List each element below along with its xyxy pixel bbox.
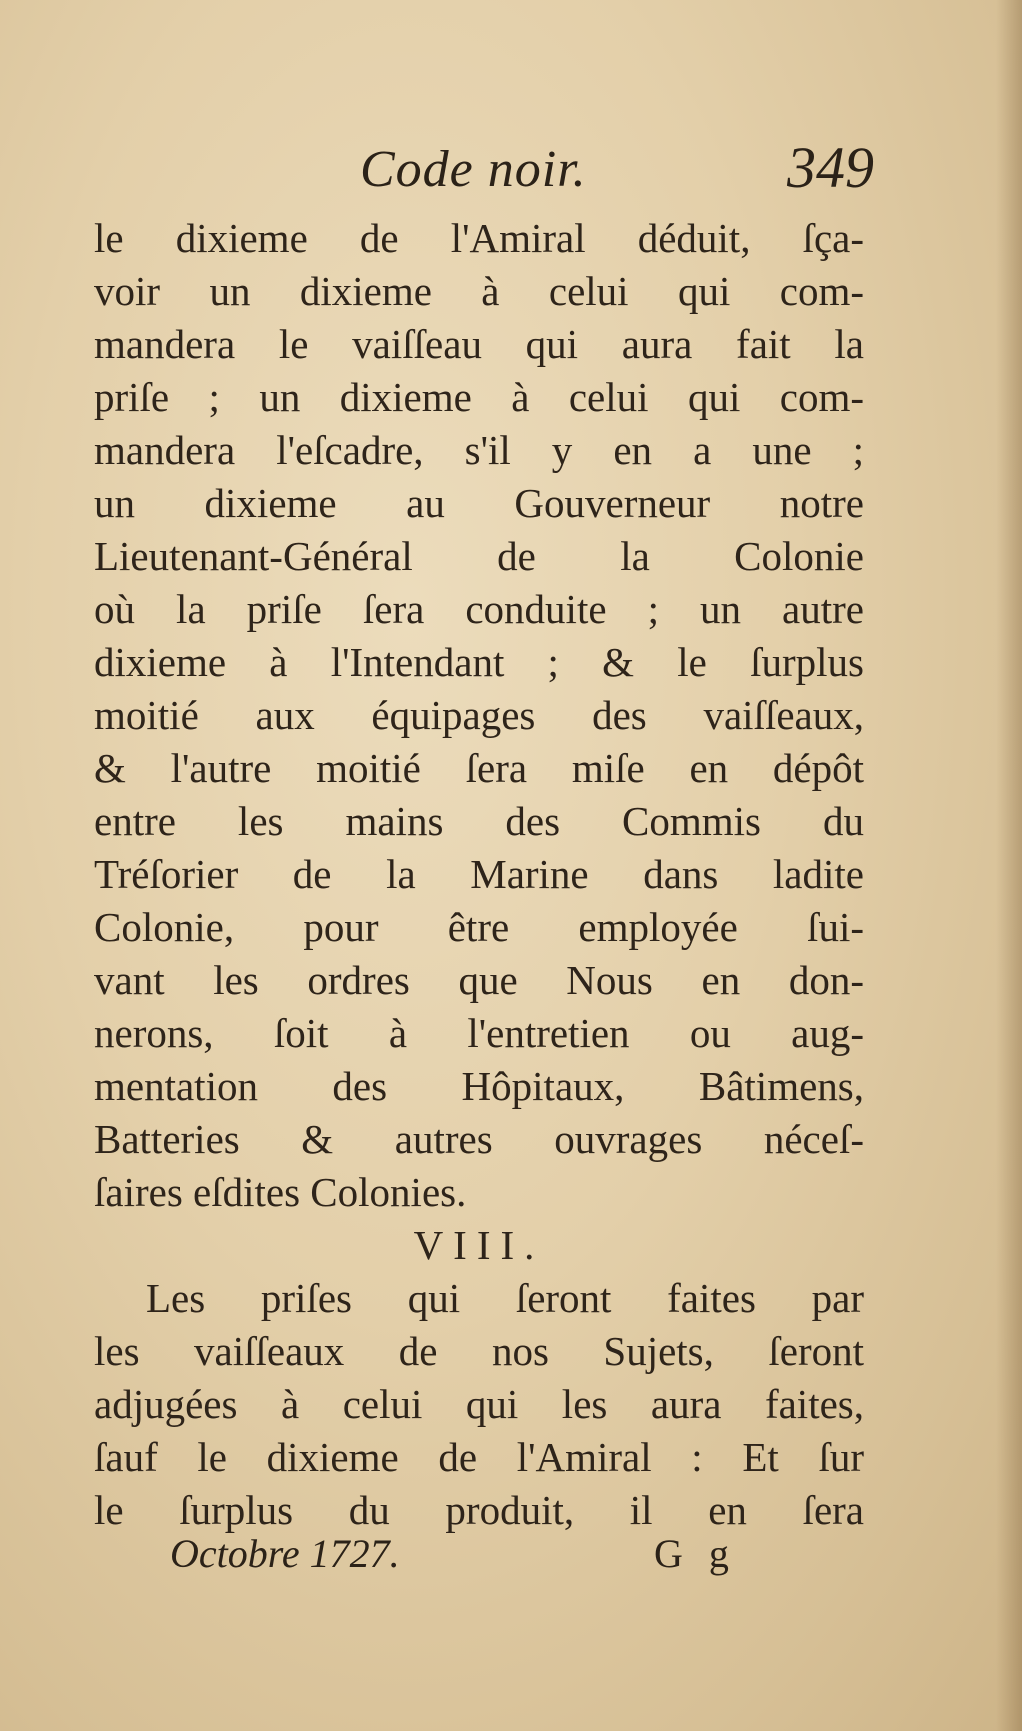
text-line: Colonie, pour être employée ſui- bbox=[94, 904, 864, 950]
section-heading: VIII. bbox=[413, 1222, 545, 1268]
text-line: ſaires eſdites Colonies. bbox=[94, 1169, 467, 1215]
text-line: mentation des Hôpitaux, Bâtimens, bbox=[94, 1063, 864, 1109]
text-line: ſauf le dixieme de l'Amiral : Et ſur bbox=[94, 1434, 864, 1480]
text-line: Batteries & autres ouvrages néceſ- bbox=[94, 1116, 864, 1162]
text-line: où la priſe ſera conduite ; un autre bbox=[94, 586, 864, 632]
text-line: mandera le vaiſſeau qui aura fait la bbox=[94, 321, 864, 367]
footer-date: Octobre 1727. bbox=[170, 1531, 400, 1576]
page-number: 349 bbox=[787, 135, 874, 200]
text-line: vant les ordres que Nous en don- bbox=[94, 957, 864, 1003]
text-line: Tréſorier de la Marine dans ladite bbox=[94, 851, 864, 897]
text-line: le dixieme de l'Amiral déduit, ſça- bbox=[94, 215, 864, 261]
signature-mark: G g bbox=[654, 1531, 737, 1576]
text-line: Lieutenant-Général de la Colonie bbox=[94, 533, 864, 579]
page-spine-shadow bbox=[996, 0, 1022, 1731]
text-line: dixieme à l'Intendant ; & le ſurplus bbox=[94, 639, 864, 685]
text-line: & l'autre moitié ſera miſe en dépôt bbox=[94, 745, 864, 791]
text-line: Les priſes qui ſeront faites par bbox=[146, 1275, 864, 1321]
text-line: adjugées à celui qui les aura faites, bbox=[94, 1381, 864, 1427]
text-line: priſe ; un dixieme à celui qui com- bbox=[94, 374, 864, 420]
text-line: nerons, ſoit à l'entretien ou aug- bbox=[94, 1010, 864, 1056]
text-line: moitié aux équipages des vaiſſeaux, bbox=[94, 692, 864, 738]
text-line: un dixieme au Gouverneur notre bbox=[94, 480, 864, 526]
page-body bbox=[94, 212, 864, 1537]
text-line: les vaiſſeaux de nos Sujets, ſeront bbox=[94, 1328, 864, 1374]
page-footer bbox=[94, 1530, 864, 1590]
text-line: voir un dixieme à celui qui com- bbox=[94, 268, 864, 314]
page-header bbox=[94, 135, 874, 210]
text-line: entre les mains des Commis du bbox=[94, 798, 864, 844]
running-title: Code noir. bbox=[360, 141, 587, 198]
text-line: mandera l'eſcadre, s'il y en a une ; bbox=[94, 427, 864, 473]
text-line: le ſurplus du produit, il en ſera bbox=[94, 1487, 864, 1533]
